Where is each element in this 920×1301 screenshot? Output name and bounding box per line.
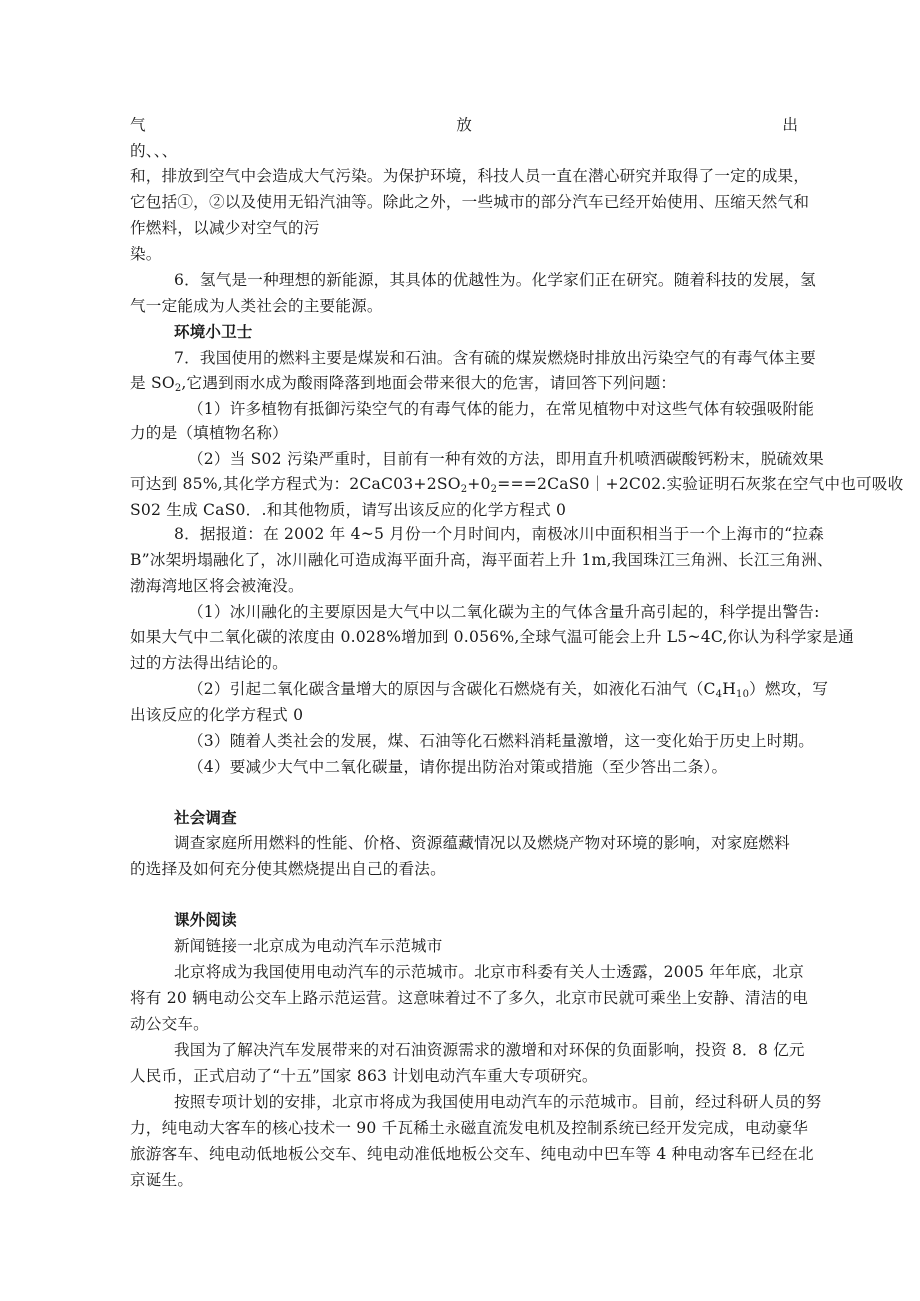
- news-p1-line-1: 北京将成为我国使用电动汽车的示范城市。北京市科委有关人士透露，2005 年年底，北京: [174, 963, 805, 981]
- q8-line-3: 渤海湾地区将会被淹没。: [130, 577, 304, 595]
- q8-line-1: 8．据报道：在 2002 年 4~5 月份一个月时间内，南极冰川中面积相当于一个上海市的“拉森: [174, 525, 824, 543]
- spread-line: [130, 115, 798, 135]
- news-p3-line-4: 京诞生。: [130, 1171, 194, 1189]
- word-chu: 出: [782, 116, 798, 134]
- q8-line-2: B”冰架坍塌融化了，冰川融化可造成海平面升高，海平面若上升 1m,我国珠江三角洲、长江三角洲、: [130, 551, 833, 569]
- q7-sub2-line-2: 可达到 85%,其化学方程式为：$2CaC03+2SO_2+0_2===2CaS0|+2C02$.实验证明石灰浆在空气中也可吸收: [130, 475, 904, 495]
- p1-line-1: 的、、、: [130, 142, 178, 160]
- q8-sub2-line-2: 出该反应的化学方程式 0: [130, 706, 304, 724]
- q8-sub1-line-2: 如果大气中二氧化碳的浓度由 0.028%增加到 0.056%,全球气温可能会上升 L5~4C,你认为科学家是通: [130, 628, 854, 646]
- news-p3-line-2: 力，纯电动大客车的核心技术一 90 千瓦稀土永磁直流发电机及控制系统已经开发完成，电动豪华: [130, 1119, 809, 1137]
- section-heading-survey: 社会调查: [174, 809, 237, 827]
- section-heading-env-guard: 环境小卫士: [174, 323, 253, 341]
- q6-line-2: 气一定能成为人类社会的主要能源。: [130, 297, 383, 315]
- q7-sub2-line-3: S02 生成 CaS0．.和其他物质，请写出该反应的化学方程式 0: [130, 501, 567, 519]
- survey-line-2: 的选择及如何充分使其燃烧提出自己的看法。: [130, 860, 446, 878]
- q8-sub3: （3）随着人类社会的发展，煤、石油等化石燃料消耗量激增，这一变化始于历史上时期。: [188, 732, 815, 750]
- q6-line-1: 6．氢气是一种理想的新能源，其具体的优越性为。化学家们正在研究。随着科技的发展，氢: [174, 271, 816, 289]
- p1-line-5: 染。: [130, 245, 162, 263]
- q8-sub1-line-1: （1）冰川融化的主要原因是大气中以二氧化碳为主的气体含量升高引起的，科学提出警告:: [188, 603, 820, 621]
- section-heading-reading: 课外阅读: [174, 911, 237, 929]
- q7-line-2: 是 $SO_2$,它遇到雨水成为酸雨降落到地面会带来很大的危害，请回答下列问题：: [130, 374, 677, 394]
- news-p1-line-2: 将有 20 辆电动公交车上路示范运营。这意味着过不了多久，北京市民就可乘坐上安静、清洁的电: [130, 989, 809, 1007]
- news-p2-line-1: 我国为了解决汽车发展带来的对石油资源需求的激增和对环保的负面影响，投资 8．8 亿元: [174, 1041, 805, 1059]
- q8-sub2-line-1: （2）引起二氧化碳含量增大的原因与含碳化石燃烧有关，如液化石油气$(C_4H_{10})$燃攻，写: [188, 680, 829, 700]
- q8-sub1-line-3: 过的方法得出结论的。: [130, 654, 288, 672]
- news-p3-line-3: 旅游客车、纯电动低地板公交车、纯电动准低地板公交车、纯电动中巴车等 4 种电动客车已经在北: [130, 1145, 814, 1163]
- survey-line-1: 调查家庭所用燃料的性能、价格、资源蕴藏情况以及燃烧产物对环境的影响，对家庭燃料: [174, 834, 790, 852]
- p1-line-3: 它包括①，②以及使用无铅汽油等。除此之外，一些城市的部分汽车已经开始使用、压缩天然气和: [130, 193, 810, 211]
- q7-line-1: 7．我国使用的燃料主要是煤炭和石油。含有硫的煤炭燃烧时排放出污染空气的有毒气体主要: [174, 349, 816, 367]
- news-p1-line-3: 动公交车。: [130, 1015, 209, 1033]
- p1-line-2: 和，排放到空气中会造成大气污染。为保护环境，科技人员一直在潜心研究并取得了一定的成果，: [130, 167, 810, 185]
- p1-line-4: 作燃料，以减少对空气的污: [130, 219, 320, 237]
- news-p3-line-1: 按照专项计划的安排，北京市将成为我国使用电动汽车的示范城市。目前，经过科研人员的努: [174, 1093, 822, 1111]
- q7-sub2-line-1: （2）当 S02 污染严重时，目前有一种有效的方法，即用直升机喷洒碳酸钙粉末，脱硫效果: [188, 450, 824, 468]
- q8-sub4: （4）要减少大气中二氧化碳量，请你提出防治对策或措施（至少答出二条）。: [188, 758, 728, 776]
- q7-sub1-line-2: 力的是（填植物名称）: [130, 424, 288, 442]
- q7-sub1-line-1: （1）许多植物有抵御污染空气的有毒气体的能力，在常见植物中对这些气体有较强吸附能: [188, 400, 815, 418]
- word-fang: 放: [456, 116, 472, 134]
- word-qi: 气: [130, 116, 146, 134]
- news-title: 新闻链接一北京成为电动汽车示范城市: [174, 937, 443, 955]
- news-p2-line-2: 人民币，正式启动了“十五”国家 863 计划电动汽车重大专项研究。: [130, 1067, 598, 1085]
